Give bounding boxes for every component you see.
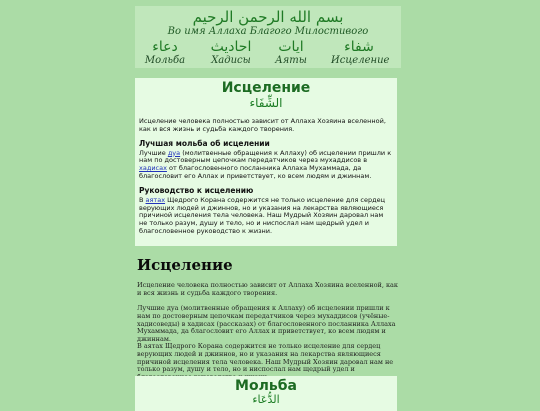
guide-paragraph: [139, 197, 393, 236]
prayer-text-3: от благословенного посланника Аллаха Мухаммада, да благословит его Аллах и приветствует, ко всем людям и джиннам.: [139, 164, 372, 180]
nav-prayer-label: Мольба: [144, 55, 186, 66]
nav-ayat-label: Аяты: [275, 55, 307, 66]
card-intro: Исцеление человека полностью зависит от Аллаха Хозяина вселенной, как и вся жизнь и судьба каждого творения.: [139, 117, 386, 133]
section-paragraph-3: В аятах Щедрого Корана содержится не только исцеление для сердец верующих людей и джиннов, но и указания на лекарства являющиеся причиной исцеления тела человека. Наш Мудрый Хозяин даровал нам не только разум, душу и тело, но и ниспослал нам щедрый удел и: [137, 342, 394, 374]
hadith-link[interactable]: хадисах: [139, 164, 167, 173]
nav-hadith[interactable]: [207, 39, 255, 67]
prayer-heading: Лучшая мольба об исцелении: [139, 138, 270, 148]
section-paragraph-1: Исцеление человека полностью зависит от Аллаха Хозяина вселенной, как и вся жизнь и судьба каждого творения.: [137, 281, 398, 297]
prayer-paragraph: [139, 150, 393, 181]
nav-ayat[interactable]: [273, 39, 309, 67]
dua-link[interactable]: дуа: [167, 148, 181, 157]
basmala: بسم الله الرحمن الرحيم: [192, 8, 344, 26]
healing-card: [135, 78, 397, 246]
site-header: [135, 6, 401, 68]
card-title: Исцеление: [221, 80, 311, 96]
nav-prayer[interactable]: [143, 39, 187, 67]
guide-heading: Руководство к исцелению: [139, 185, 254, 195]
nav-prayer-arabic: دعاء: [152, 39, 178, 55]
prayer-card-title: Мольба: [235, 378, 297, 394]
prayer-text-1: Лучшие: [139, 148, 168, 157]
nav-hadith-label: Хадисы: [211, 55, 251, 66]
ayat-link[interactable]: аятах: [145, 195, 166, 204]
prayer-card-arabic: الدُّعَاء: [252, 393, 280, 406]
nav-healing[interactable]: [331, 39, 390, 67]
nav-ayat-arabic: ايات: [278, 39, 304, 55]
prayer-card: [135, 376, 397, 411]
site-subtitle: Во имя Аллаха Благого Милостивого: [167, 26, 369, 37]
section-title: Исцеление: [137, 256, 233, 274]
card-arabic-title: الشِّفَاء: [249, 96, 283, 110]
prayer-text-2: (молитвенные обращения к Аллаху) об исцелении пришли к нам по достоверным цепочкам передатчиков через мухаддисов в: [139, 148, 392, 165]
nav-healing-label: Исцеление: [331, 55, 390, 66]
guide-text-1: В: [139, 195, 146, 204]
section-paragraph-2: Лучшие дуа (молитвенные обращения к Аллаху) об исцелении пришли к нам по достоверным цепочкам передатчиков через мухаддисов (учёные-хадисоведы) в хадисах (рассказах) от благословенного посланника Аллаха Мухаммада, да благословит его Аллах и приветствует, ко всем людям и джиннам.: [137, 304, 396, 344]
guide-text-2: Щедрого Корана содержится не только исцеление для сердец верующих людей и джиннов, но и указания на лекарства являющиеся причиной исцеления тела человека. Наш Мудрый Хозяин даровал нам не только разум, душу и тело, но и ниспослал нам щедрый удел и благословенное руководство к жизни.: [139, 195, 386, 235]
nav-hadith-arabic: احاديث: [210, 39, 252, 55]
nav-healing-arabic: شفاء: [344, 39, 374, 55]
